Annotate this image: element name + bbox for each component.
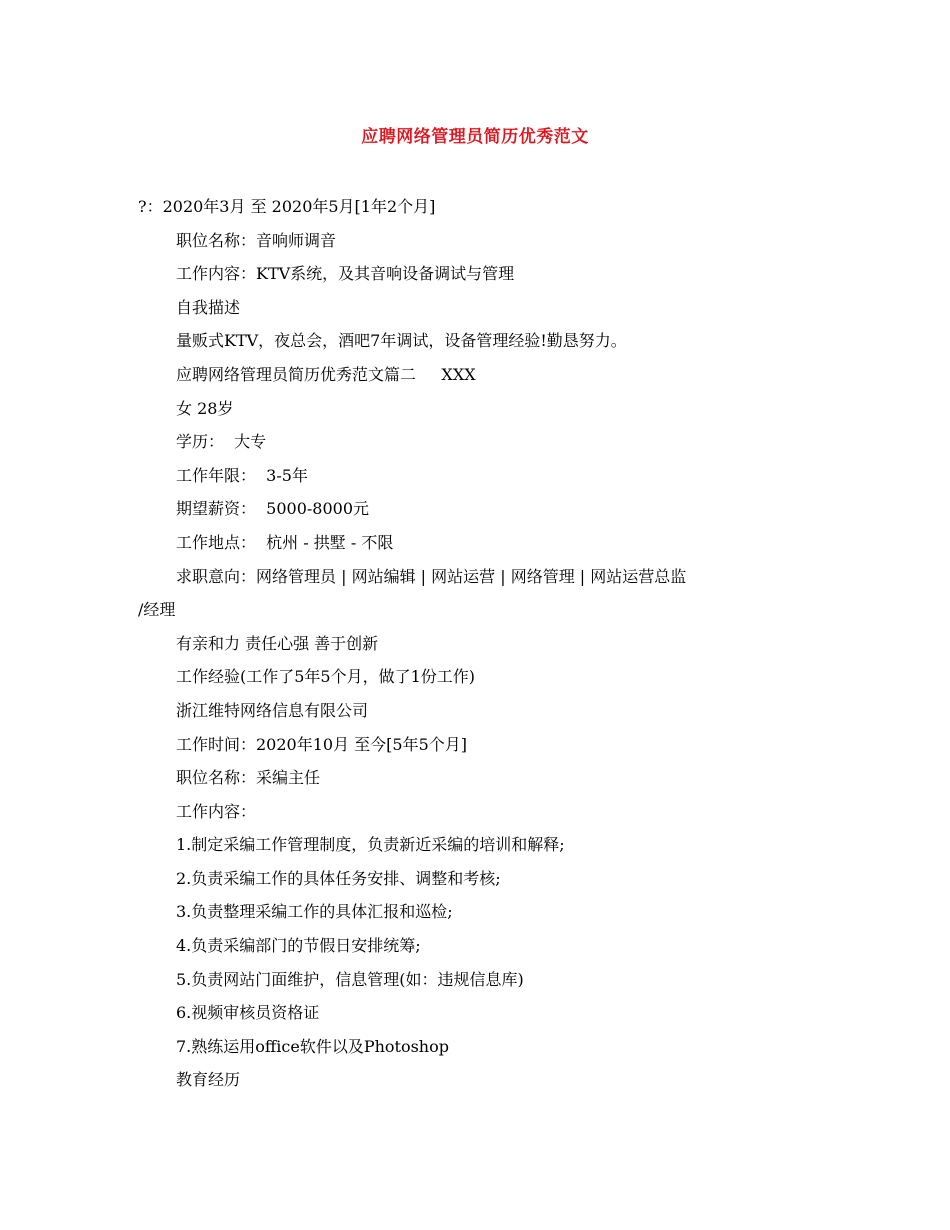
job-intention-line: 求职意向：网络管理员 | 网站编辑 | 网站运营 | 网络管理 | 网站运营总监 bbox=[176, 566, 687, 586]
education-level-line: 学历： 大专 bbox=[176, 432, 267, 452]
work-experience-heading: 工作经验(工作了5年5个月，做了1份工作) bbox=[176, 667, 476, 687]
gender-age-line: 女 28岁 bbox=[176, 398, 234, 418]
job-content-line: 工作内容：KTV系统，及其音响设备调试与管理 bbox=[176, 264, 515, 284]
document-body bbox=[0, 190, 950, 1097]
duty-item-1: 1.制定采编工作管理制度，负责新近采编的培训和解释; bbox=[176, 835, 565, 855]
personal-traits-line: 有亲和力 责任心强 善于创新 bbox=[176, 633, 379, 653]
duty-item-2: 2.负责采编工作的具体任务安排、调整和考核; bbox=[176, 868, 501, 888]
job-title-line: 职位名称：音响师调音 bbox=[176, 230, 337, 250]
work-period-line: 工作时间：2020年10月 至今[5年5个月] bbox=[176, 734, 468, 754]
company-name-line: 浙江维特网络信息有限公司 bbox=[176, 700, 369, 720]
self-description-text: 量贩式KTV，夜总会，酒吧7年调试，设备管理经验!勤恳努力。 bbox=[176, 331, 627, 351]
second-resume-heading: 应聘网络管理员简历优秀范文篇二 XXX bbox=[176, 364, 476, 384]
work-years-line: 工作年限： 3-5年 bbox=[176, 465, 308, 485]
document-title: 应聘网络管理员简历优秀范文 bbox=[361, 127, 589, 147]
self-description-heading: 自我描述 bbox=[176, 297, 241, 317]
position-title-line: 职位名称：采编主任 bbox=[176, 768, 321, 788]
work-location-line: 工作地点： 杭州 - 拱墅 - 不限 bbox=[176, 532, 394, 552]
duty-item-4: 4.负责采编部门的节假日安排统筹; bbox=[176, 936, 421, 956]
duty-item-5: 5.负责网站门面维护，信息管理(如：违规信息库) bbox=[176, 969, 524, 989]
employment-period-line: ?：2020年3月 至 2020年5月[1年2个月] bbox=[138, 197, 436, 216]
duty-item-7: 7.熟练运用office软件以及Photoshop bbox=[176, 1036, 449, 1056]
job-intention-continued: /经理 bbox=[138, 600, 176, 620]
work-content-heading: 工作内容： bbox=[176, 801, 257, 821]
duty-item-6: 6.视频审核员资格证 bbox=[176, 1003, 320, 1023]
education-heading: 教育经历 bbox=[176, 1070, 241, 1090]
expected-salary-line: 期望薪资： 5000-8000元 bbox=[176, 499, 370, 519]
duty-item-3: 3.负责整理采编工作的具体汇报和巡检; bbox=[176, 902, 453, 922]
